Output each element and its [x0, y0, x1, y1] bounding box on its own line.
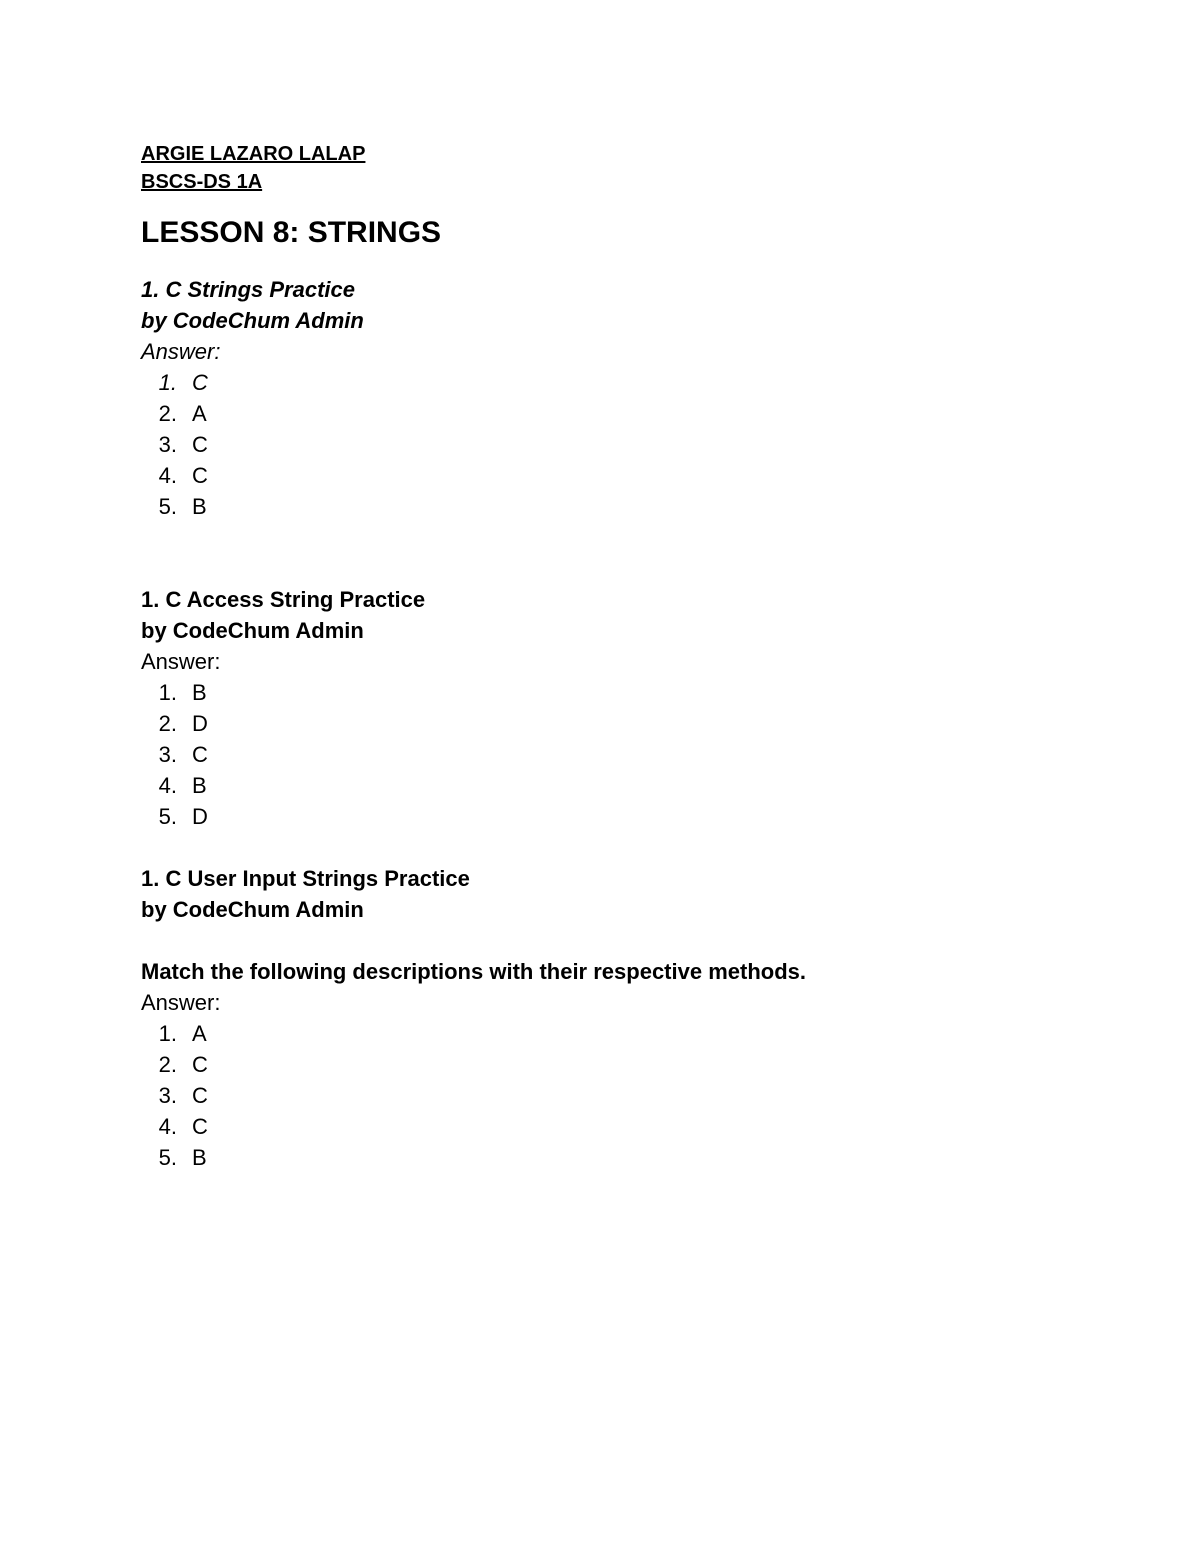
answer-value: C — [192, 1052, 208, 1077]
answer-value: A — [192, 401, 207, 426]
section-author: by CodeChum Admin — [141, 618, 364, 643]
answer-value: C — [192, 463, 208, 488]
answer-number: 1. — [158, 370, 177, 395]
answer-number: 2. — [158, 401, 177, 426]
section-strings-practice — [141, 274, 1101, 522]
answer-item — [141, 801, 1101, 832]
answer-number: 4. — [158, 1114, 177, 1139]
answer-number: 4. — [158, 773, 177, 798]
answer-item — [141, 398, 1101, 429]
answer-number: 1. — [158, 680, 177, 705]
answer-number: 3. — [158, 742, 177, 767]
answer-item — [141, 677, 1101, 708]
answer-item — [141, 1142, 1101, 1173]
answer-item — [141, 708, 1101, 739]
answer-number: 5. — [158, 494, 177, 519]
section-instruction: Match the following descriptions with their respective methods. — [141, 959, 806, 984]
answer-number: 2. — [158, 711, 177, 736]
student-course: BSCS-DS 1A — [141, 171, 263, 193]
answer-item — [141, 367, 1101, 398]
answer-item — [141, 1111, 1101, 1142]
answer-item — [141, 460, 1101, 491]
document-page — [141, 140, 1101, 1173]
answer-value: C — [192, 742, 208, 767]
lesson-title: LESSON 8: STRINGS — [141, 216, 442, 249]
answer-item — [141, 1049, 1101, 1080]
answer-value: A — [192, 1021, 207, 1046]
section-title: 1. C Strings Practice — [141, 277, 355, 302]
answer-item — [141, 1018, 1101, 1049]
answer-number: 3. — [158, 432, 177, 457]
section-user-input-strings-practice — [141, 863, 1101, 1173]
answer-value: C — [192, 1114, 208, 1139]
answer-value: B — [192, 773, 207, 798]
answer-value: B — [192, 494, 207, 519]
answer-value: C — [192, 1083, 208, 1108]
answer-item — [141, 770, 1101, 801]
answer-number: 3. — [158, 1083, 177, 1108]
answer-value: C — [192, 432, 208, 457]
answer-item — [141, 1080, 1101, 1111]
answer-list — [141, 677, 1101, 832]
section-author: by CodeChum Admin — [141, 308, 364, 333]
answer-value: C — [192, 370, 208, 395]
answer-number: 5. — [158, 804, 177, 829]
answer-label: Answer: — [141, 649, 221, 674]
answer-number: 1. — [158, 1021, 177, 1046]
answer-number: 5. — [158, 1145, 177, 1170]
answer-value: B — [192, 1145, 207, 1170]
answer-item — [141, 739, 1101, 770]
answer-item — [141, 429, 1101, 460]
answer-value: B — [192, 680, 207, 705]
answer-value: D — [192, 804, 208, 829]
answer-label: Answer: — [141, 990, 221, 1015]
section-title: 1. C User Input Strings Practice — [141, 866, 470, 891]
section-access-string-practice — [141, 584, 1101, 832]
answer-value: D — [192, 711, 208, 736]
answer-number: 4. — [158, 463, 177, 488]
answer-list — [141, 367, 1101, 522]
section-title: 1. C Access String Practice — [141, 587, 426, 612]
answer-item — [141, 491, 1101, 522]
answer-number: 2. — [158, 1052, 177, 1077]
answer-list — [141, 1018, 1101, 1173]
student-name: ARGIE LAZARO LALAP — [141, 143, 366, 165]
section-author: by CodeChum Admin — [141, 897, 364, 922]
answer-label: Answer: — [141, 339, 221, 364]
